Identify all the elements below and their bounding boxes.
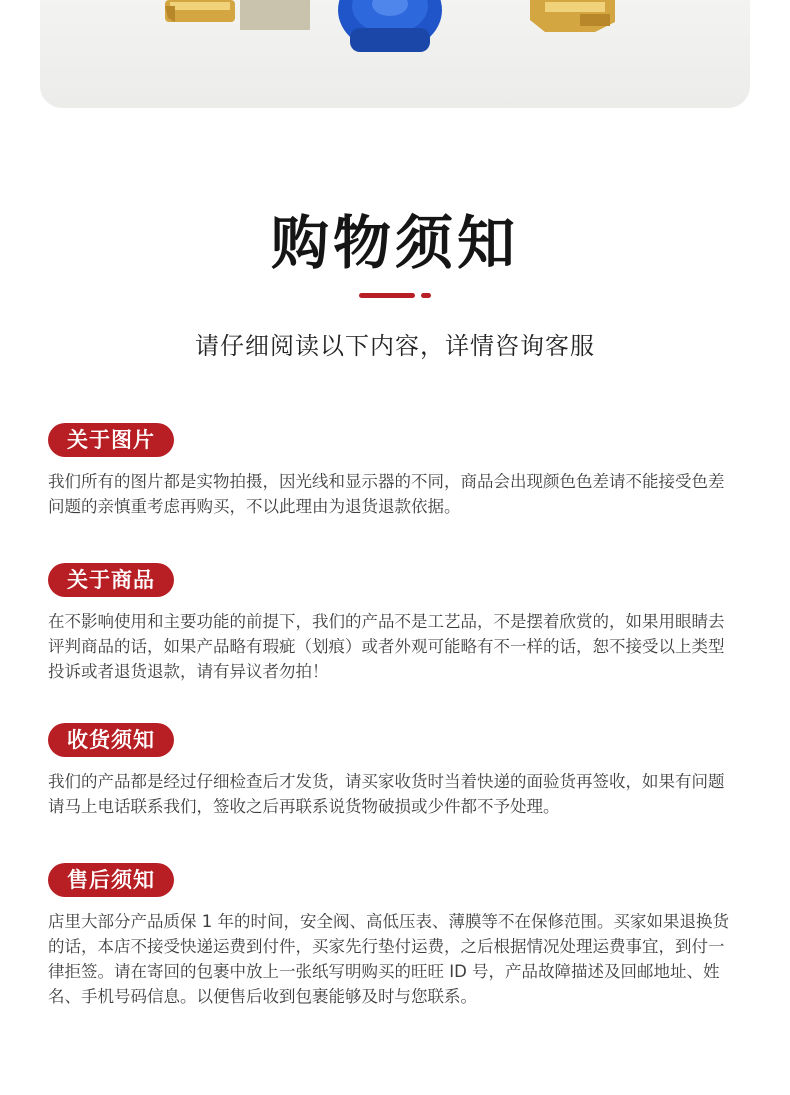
valve-image [40, 0, 750, 108]
section-heading: 关于图片 [48, 423, 174, 457]
page-subtitle: 请仔细阅读以下内容，详情咨询客服 [195, 332, 595, 360]
section-heading: 关于商品 [48, 563, 174, 597]
product-photo [40, 0, 750, 108]
section-about-images [48, 423, 748, 519]
section-text: 我们所有的图片都是实物拍摄，因光线和显示器的不同，商品会出现颜色色差请不能接受色差问题的亲慎重考虑再购买，不以此理由为退货退款依据。 [48, 472, 725, 516]
blue-knob-icon [338, 0, 442, 52]
section-heading: 收货须知 [48, 723, 174, 757]
title-divider-dot [421, 293, 431, 298]
title-divider [359, 293, 415, 298]
section-text: 我们的产品都是经过仔细检查后才发货，请买家收货时当着快递的面验货再签收，如果有问题请马上电话联系我们，签收之后再联系说货物破损或少件都不予处理。 [48, 772, 725, 816]
page-title: 购物须知 [270, 209, 519, 277]
brass-fitting-right-icon [530, 0, 615, 32]
section-receiving [48, 723, 748, 819]
section-about-products [48, 563, 748, 684]
brass-fitting-left-icon [165, 0, 235, 22]
section-text: 在不影响使用和主要功能的前提下，我们的产品不是工艺品，不是摆着欣赏的，如果用眼睛去评判商品的话，如果产品略有瑕疵（划痕）或者外观可能略有不一样的话，恕不接受以上类型投诉或者退货退款，请有异议者勿拍！ [48, 612, 725, 681]
section-text: 店里大部分产品质保 1 年的时间，安全阀、高低压表、薄膜等不在保修范围。买家如果退换货的话，本店不接受快递运费到付件，买家先行垫付运费，之后根据情况处理运费事宜，到付一律拒签。请在寄回的包裹中放上一张纸写明购买的旺旺 ID 号，产品故障描述及回邮地址、姓名、手机号码信息。以便售后收到包裹能够及时与您联系。 [48, 912, 729, 1006]
section-heading: 售后须知 [48, 863, 174, 897]
section-after-sales [48, 863, 748, 1009]
